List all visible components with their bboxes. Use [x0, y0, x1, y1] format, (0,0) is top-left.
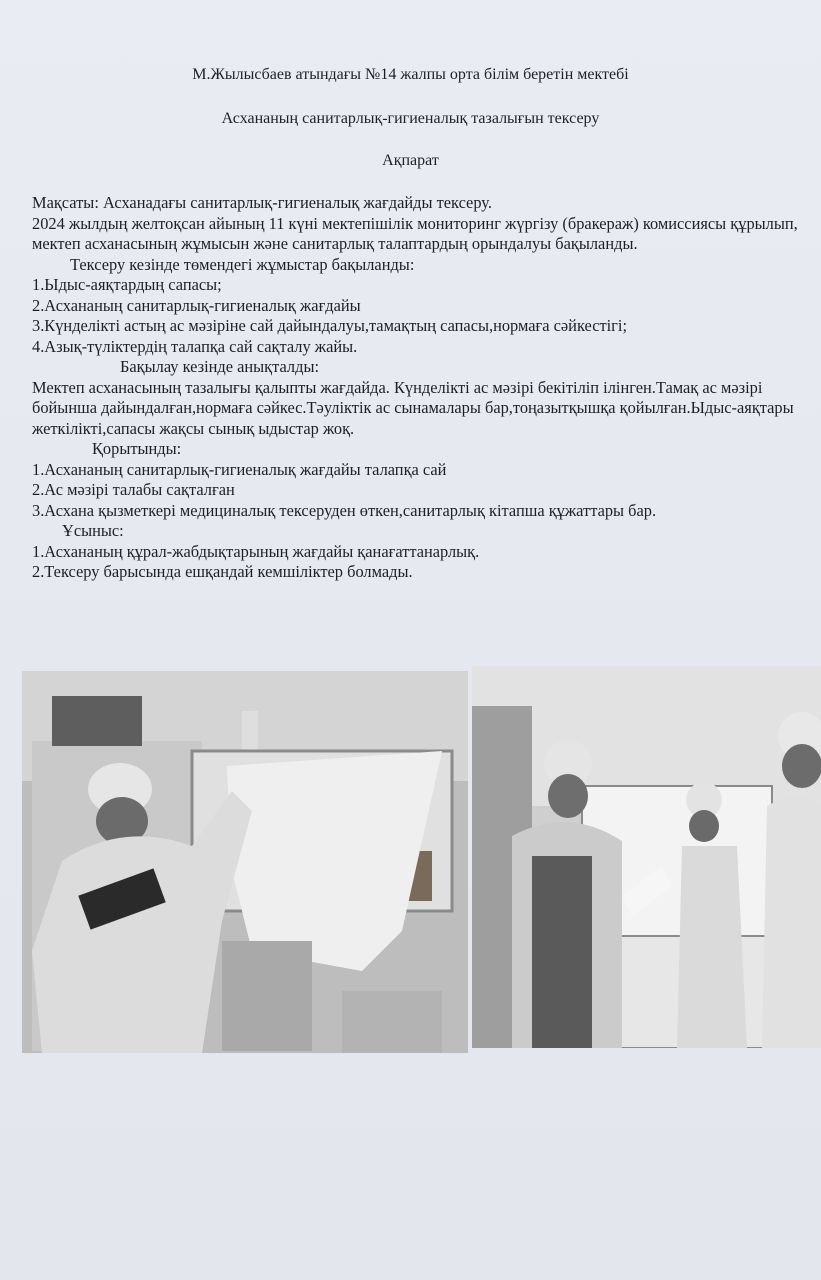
findings-paragraph: Мектеп асханасының тазалығы қалыпты жағдайда. Күнделікті ас мәзірі бекітіліп ілінген.Тамақ ас мәзірі бойынша дайындалған,нормаға сәйкес.Тәуліктік ас сынамалары бар,тоңазытқышқа қойылған.Ыдыс-аяқтары жеткілікті,сапасы жақсы сынық ыдыстар жоқ.: [32, 377, 794, 438]
checked-item: 2.Асхананың санитарлық-гигиеналық жағдайы: [32, 295, 361, 315]
kitchen-inspection-photo-left: [22, 671, 468, 1053]
document-body: [32, 193, 812, 583]
conclusion-heading: Қорытынды:: [92, 439, 182, 458]
purpose-line: Мақсаты: Асханадағы санитарлық-гигиеналық жағдайды тексеру.: [32, 193, 492, 212]
findings-heading: Бақылау кезінде анықталды:: [120, 357, 320, 376]
document-title: Асхананың санитарлық-гигиеналық тазалығын тексеру: [221, 110, 600, 127]
school-name: М.Жылысбаев атындағы №14 жалпы орта білім беретін мектебі: [192, 66, 629, 83]
intro-paragraph: 2024 жылдың желтоқсан айының 11 күні мектепішілік мониторинг жүргізу (бракераж) комиссиясы құрылып, мектеп асханасының жұмысын және санитарлық талаптардың орындалуы бақыланды.: [32, 213, 798, 253]
proposal-heading: Ұсыныс:: [62, 521, 124, 540]
kitchen-inspection-photo-right: [472, 666, 821, 1048]
checked-item: 1.Ыдыс-аяқтардың сапасы;: [32, 275, 222, 294]
proposal-item: 1.Асхананың құрал-жабдықтарының жағдайы қанағаттанарлық.: [32, 541, 480, 561]
conclusion-item: 2.Ас мәзірі талабы сақталған: [32, 480, 235, 499]
document-subtitle: Ақпарат: [382, 152, 439, 169]
checked-item: 3.Күнделікті астың ас мәзіріне сай дайындалуы,тамақтың сапасы,нормаға сәйкестігі;: [32, 316, 628, 335]
checked-item: 4.Азық-түліктердің талапқа сай сақталу жайы.: [32, 336, 358, 356]
checked-heading: Тексеру кезінде төмендегі жұмыстар бақыланды:: [70, 254, 415, 274]
proposal-item: 2.Тексеру барысында ешқандай кемшіліктер болмады.: [32, 562, 413, 581]
conclusion-item: 3.Асхана қызметкері медициналық тексеруден өткен,санитарлық кітапша құжаттары бар.: [32, 500, 657, 520]
conclusion-item: 1.Асхананың санитарлық-гигиеналық жағдайы талапқа сай: [32, 459, 447, 479]
